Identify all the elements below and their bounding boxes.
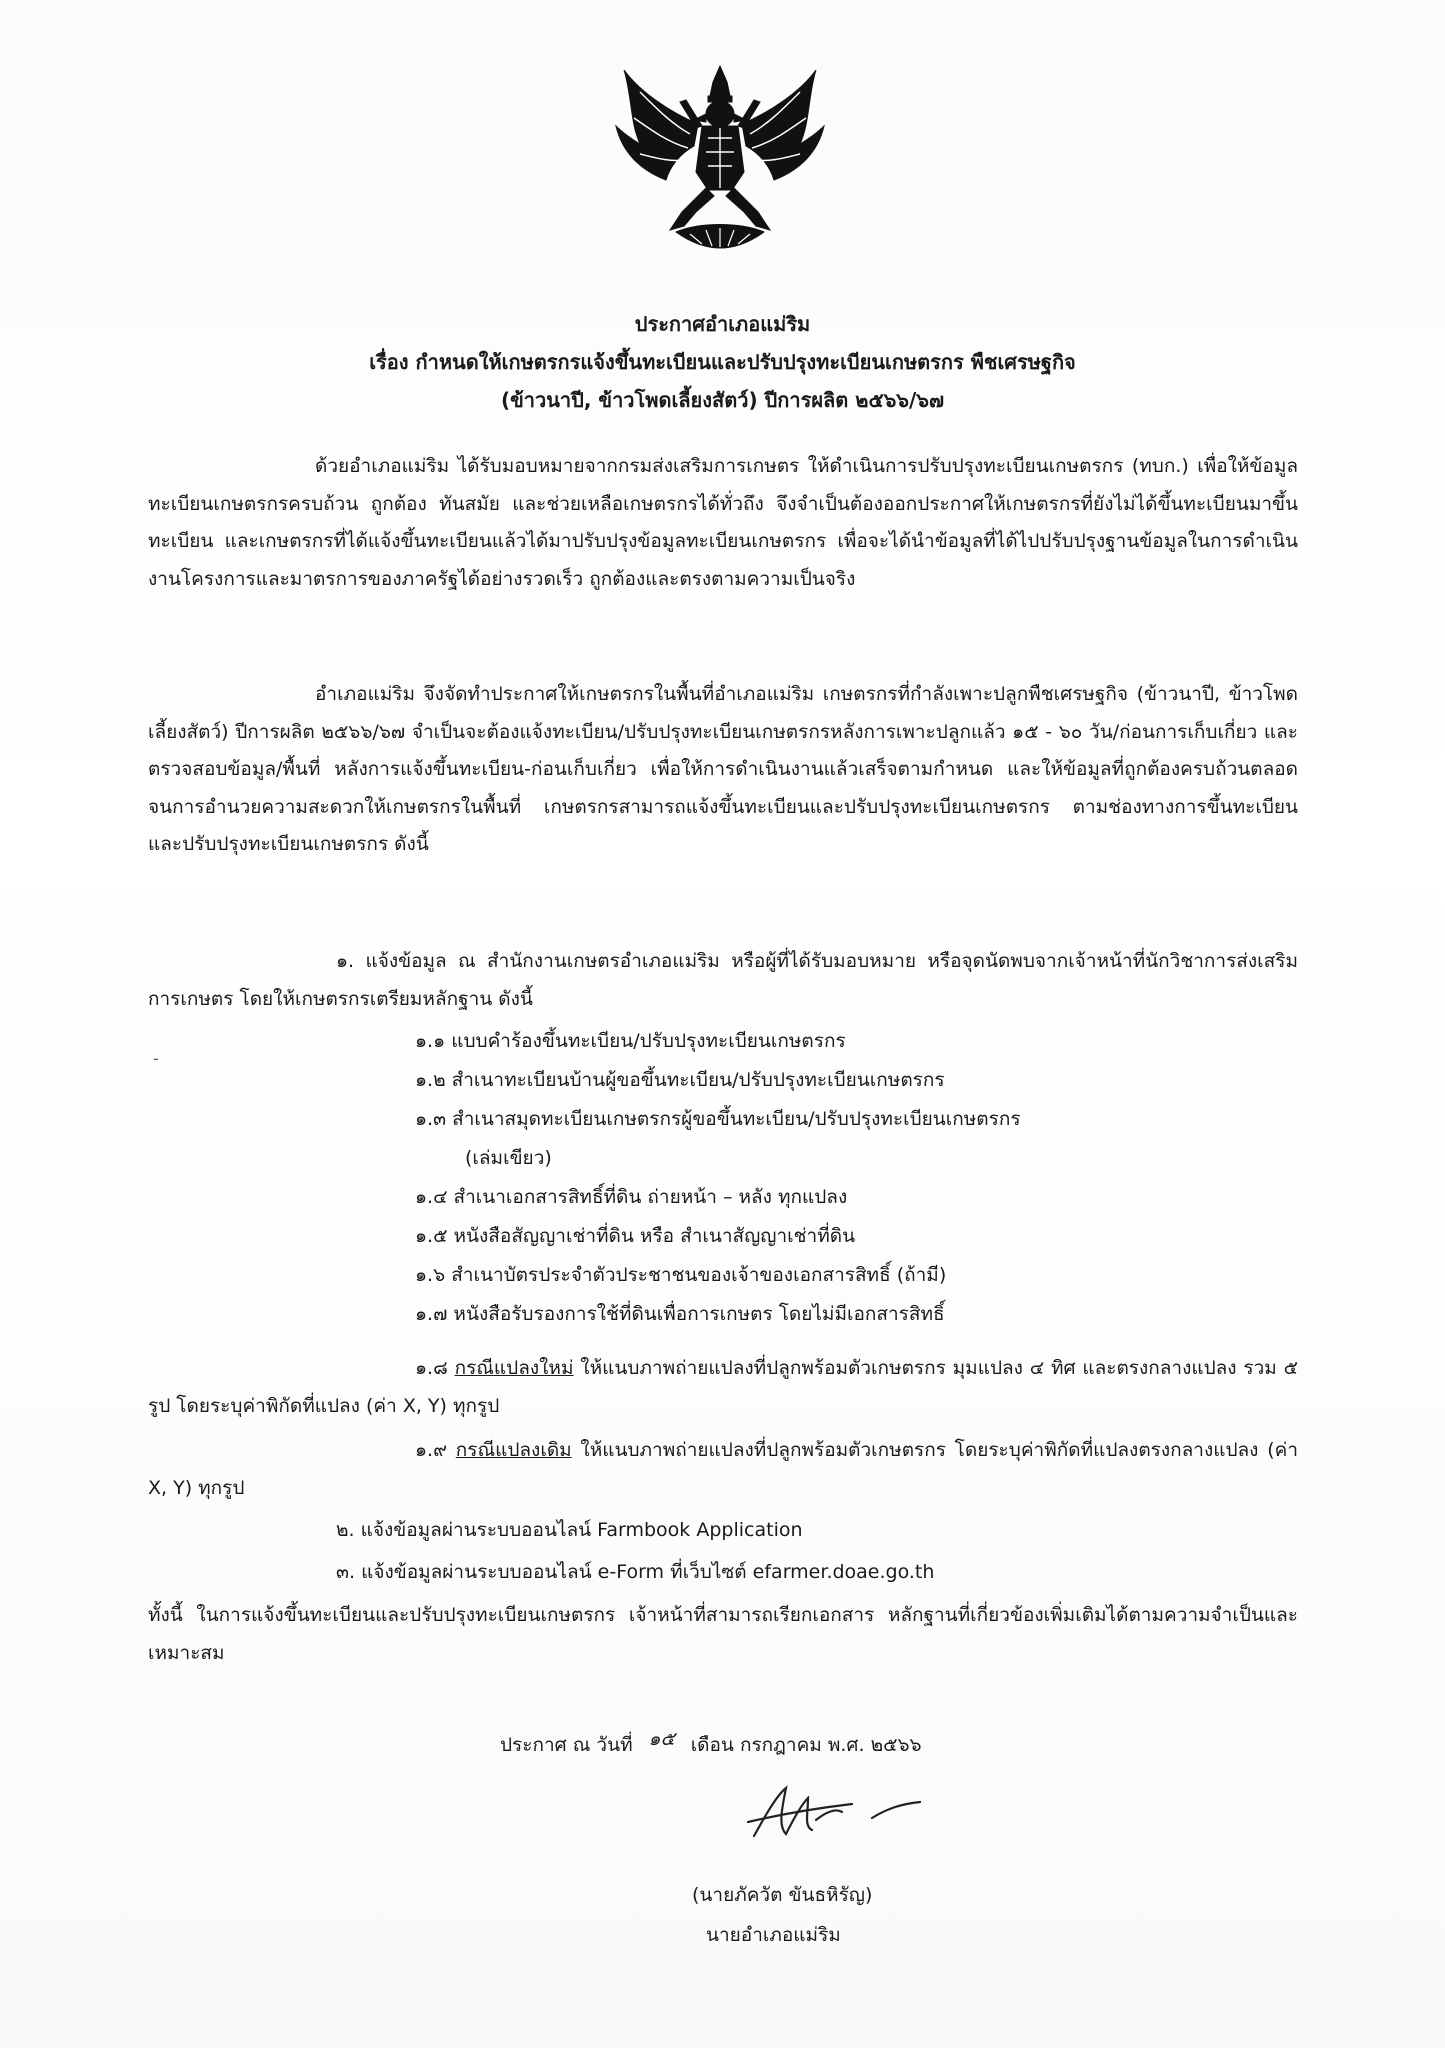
stray-mark: - (153, 1049, 159, 1068)
list-item: ๑.๗ หนังสือรับรองการใช้ที่ดินเพื่อการเกษตร โดยไม่มีเอกสารสิทธิ์ (415, 1303, 945, 1325)
date-prefix: ประกาศ ณ วันที่ (500, 1734, 633, 1756)
handwritten-day: ๑๕ (648, 1728, 675, 1750)
list-item: ๑.๖ สำเนาบัตรประจำตัวประชาชนของเจ้าของเอกสารสิทธิ์ (ถ้ามี) (415, 1264, 947, 1286)
item-text: ให้แนบภาพถ่ายแปลงที่ปลูกพร้อมตัวเกษตรกร โดยระบุค่าพิกัดที่แปลงตรงกลางแปลง (ค่า X, Y) ทุกรูป (148, 1439, 1298, 1499)
signature-mark (742, 1778, 942, 1848)
announcement-title: ประกาศอำเภอแม่ริม (634, 312, 811, 336)
item-existing-plot (148, 1432, 1298, 1507)
announcement-subject-line2: (ข้าวนาปี, ข้าวโพดเลี้ยงสัตว์) ปีการผลิต ๒๕๖๖/๖๗ (500, 388, 945, 412)
channel-farmbook: ๒. แจ้งข้อมูลผ่านระบบออนไลน์ Farmbook Application (336, 1519, 803, 1541)
signer-position: นายอำเภอแม่ริม (706, 1924, 841, 1946)
list-item: ๑.๑ แบบคำร้องขึ้นทะเบียน/ปรับปรุงทะเบียนเกษตรกร (415, 1030, 846, 1052)
garuda-emblem (610, 62, 830, 252)
list-item: ๑.๕ หนังสือสัญญาเช่าที่ดิน หรือ สำเนาสัญญาเช่าที่ดิน (415, 1225, 856, 1247)
item-number: ๑.๘ (415, 1357, 448, 1379)
paragraph-registration: อำเภอแม่ริม จึงจัดทำประกาศให้เกษตรกรในพื้นที่อำเภอแม่ริม เกษตรกรที่กำลังเพาะปลูกพืชเศรษฐกิจ (ข้าวนาปี, ข้าวโพดเลี้ยงสัตว์) ปีการผลิต ๒๕๖๖/๖๗ จำเป็นจะต้องแจ้งทะเบียน/ปรับปรุงทะเบียนเกษตรกรหลังการเพาะปลูกแล้ว ๑๕ - ๖๐ วัน/ก่อนการเก็บเกี่ยว และตรวจสอบข้อมูล/พื้นที่ หลังการแจ้งขึ้นทะเบียน-ก่อนเก็บเกี่ยว เพื่อให้การดำเนินงานแล้วเสร็จตามกำหนด และให้ข้อมูลที่ถูกต้องครบถ้วนตลอดจนการอำนวยความสะดวกให้เกษตรกรในพื้นที่ เกษตรกรสามารถแจ้งขึ้นทะเบียนและปรับปรุงทะเบียนเกษตรกร ตามช่องทางการขึ้นทะเบียนและปรับปรุงทะเบียนเกษตรกร ดังนี้ (148, 683, 1298, 855)
list-item: (เล่มเขียว) (465, 1147, 552, 1169)
list-item: ๑.๔ สำเนาเอกสารสิทธิ์ที่ดิน ถ่ายหน้า – หลัง ทุกแปลง (415, 1186, 848, 1208)
underlined-term: กรณีแปลงใหม่ (454, 1357, 574, 1379)
list-item: ๑.๓ สำเนาสมุดทะเบียนเกษตรกรผู้ขอขึ้นทะเบียน/ปรับปรุงทะเบียนเกษตรกร (415, 1108, 1021, 1130)
item-text: ให้แนบภาพถ่ายแปลงที่ปลูกพร้อมตัวเกษตรกร มุมแปลง ๔ ทิศ และตรงกลางแปลง รวม ๕ รูป โดยระบุค่าพิกัดที่แปลง (ค่า X, Y) ทุกรูป (148, 1357, 1298, 1417)
paragraph-channel-1: ๑. แจ้งข้อมูล ณ สำนักงานเกษตรอำเภอแม่ริม หรือผู้ที่ได้รับมอบหมาย หรือจุดนัดพบจากเจ้าหน้าที่นักวิชาการส่งเสริมการเกษตร โดยให้เกษตรกรเตรียมหลักฐาน ดังนี้ (148, 950, 1298, 1010)
channel-eform: ๓. แจ้งข้อมูลผ่านระบบออนไลน์ e-Form ที่เว็บไซต์ efarmer.doae.go.th (336, 1561, 935, 1583)
underlined-term: กรณีแปลงเดิม (455, 1439, 572, 1461)
date-suffix: เดือน กรกฎาคม พ.ศ. ๒๕๖๖ (690, 1734, 922, 1756)
item-new-plot (148, 1350, 1298, 1425)
required-documents-list (415, 1022, 1021, 1334)
signer-name: (นายภัควัต ขันธหิรัญ) (692, 1884, 873, 1906)
paragraph-final-note: ทั้งนี้ ในการแจ้งขึ้นทะเบียนและปรับปรุงทะเบียนเกษตรกร เจ้าหน้าที่สามารถเรียกเอกสาร หลักฐานที่เกี่ยวข้องเพิ่มเติมได้ตามความจำเป็นและเหมาะสม (148, 1604, 1298, 1664)
announcement-date (500, 1725, 922, 1765)
list-item: ๑.๒ สำเนาทะเบียนบ้านผู้ขอขึ้นทะเบียน/ปรับปรุงทะเบียนเกษตรกร (415, 1069, 945, 1091)
paragraph-intro: ด้วยอำเภอแม่ริม ได้รับมอบหมายจากกรมส่งเสริมการเกษตร ให้ดำเนินการปรับปรุงทะเบียนเกษตรกร (ทบก.) เพื่อให้ข้อมูลทะเบียนเกษตรกรครบถ้วน ถูกต้อง ทันสมัย และช่วยเหลือเกษตรกรได้ทั่วถึง จึงจำเป็นต้องออกประกาศให้เกษตรกรที่ยังไม่ได้ขึ้นทะเบียนมาขึ้นทะเบียน และเกษตรกรที่ได้แจ้งขึ้นทะเบียนแล้วได้มาปรับปรุงข้อมูลทะเบียนเกษตรกร เพื่อจะได้นำข้อมูลที่ได้ไปปรับปรุงฐานข้อมูลในการดำเนินงานโครงการและมาตรการของภาครัฐได้อย่างรวดเร็ว ถูกต้องและตรงตามความเป็นจริง (148, 455, 1298, 590)
item-number: ๑.๙ (415, 1439, 448, 1461)
announcement-subject: เรื่อง กำหนดให้เกษตรกรแจ้งขึ้นทะเบียนและปรับปรุงทะเบียนเกษตรกร พืชเศรษฐกิจ (369, 350, 1076, 374)
